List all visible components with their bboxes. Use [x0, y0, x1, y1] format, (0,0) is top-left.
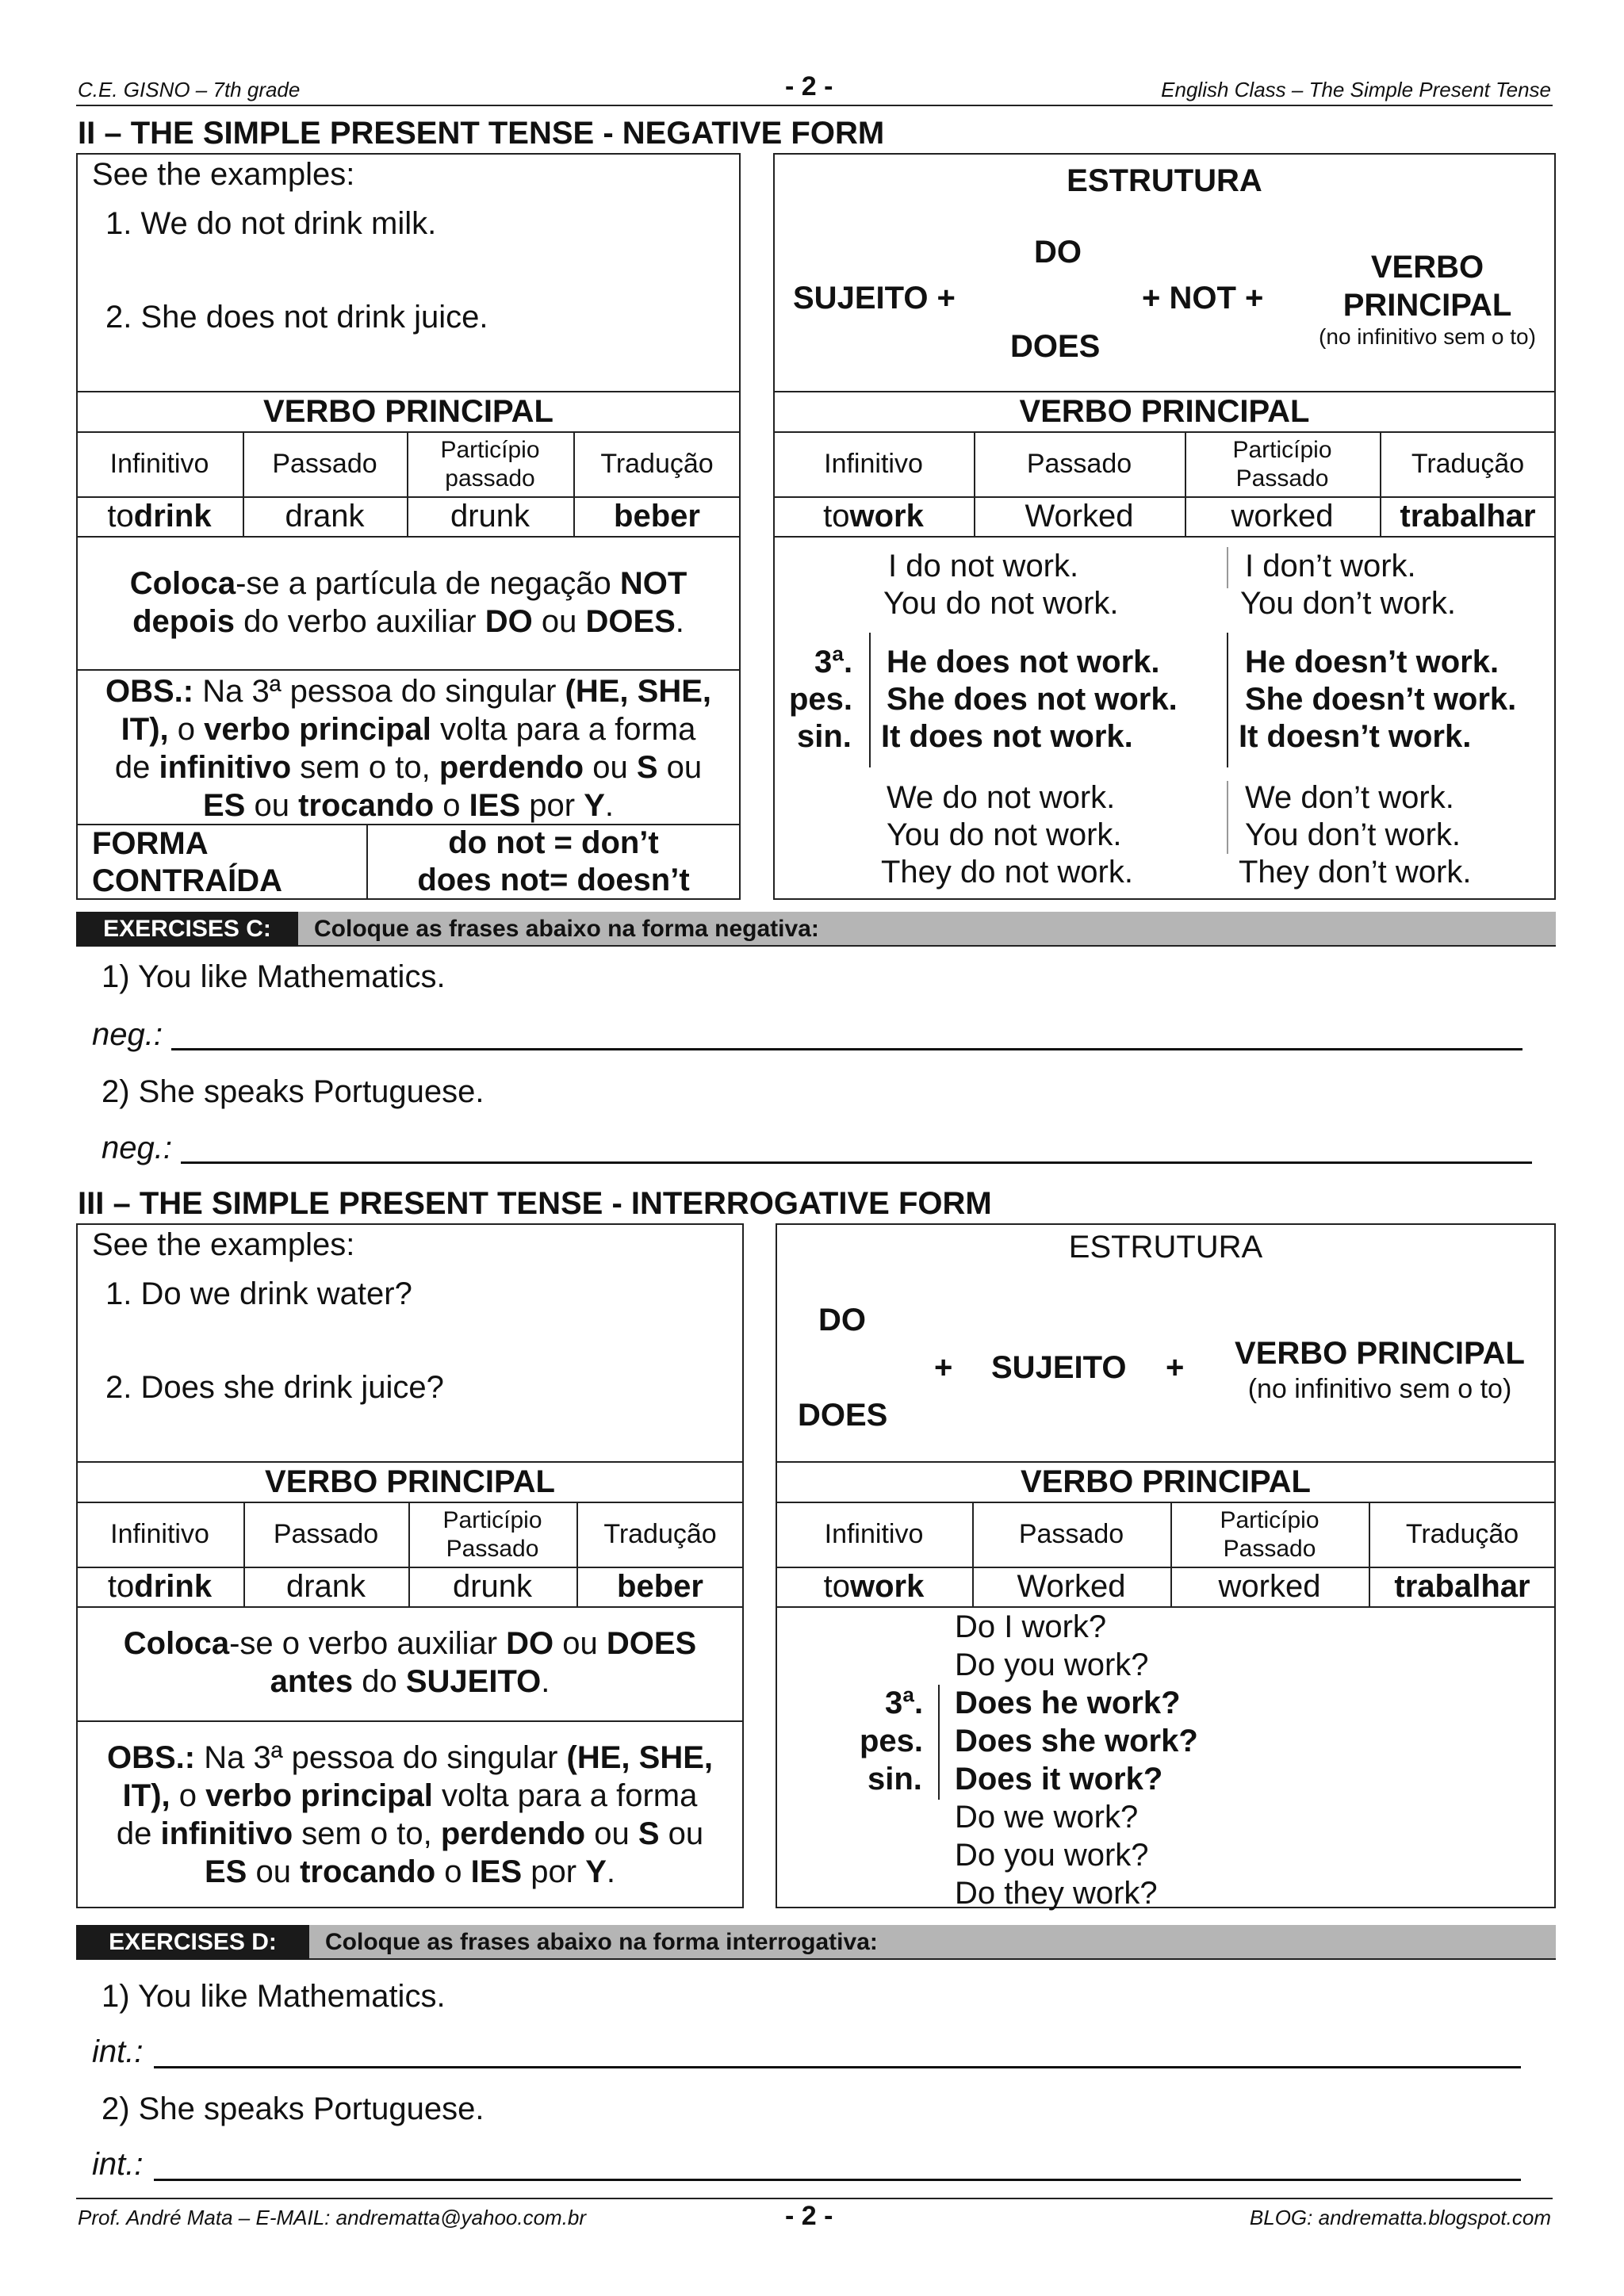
- exercise-c-a2-label: neg.:: [102, 1131, 172, 1165]
- header-school: C.E. GISNO – 7th grade: [78, 78, 301, 101]
- col-participio-right: Particípio Passado: [1232, 436, 1332, 492]
- neg-full-he: He does not work.: [887, 645, 1160, 679]
- neg-short-they: They don’t work.: [1239, 855, 1472, 890]
- struct-note-2: (no infinitivo sem o to): [1247, 1373, 1512, 1404]
- struct-does: DOES: [1010, 329, 1101, 364]
- exercise-c-q1: 1) You like Mathematics.: [102, 959, 446, 994]
- section-2-title: II – THE SIMPLE PRESENT TENSE - NEGATIVE FORM: [78, 116, 885, 151]
- observation-note-2: OBS.: Na 3ª pessoa do singular (HE, SHE, IT), o verbo principal volta para a forma de infinitivo sem o to, perdendo ou S ou ES ou trocando o IES por Y.: [106, 1740, 714, 1889]
- estrutura-title-2: ESTRUTURA: [1068, 1229, 1263, 1265]
- cell-past-4: Worked: [1017, 1569, 1126, 1604]
- neg-full-they: They do not work.: [881, 855, 1133, 890]
- exercise-c-answer-2[interactable]: [181, 1161, 1532, 1164]
- cell-past: drank: [285, 499, 365, 534]
- struct-verbo: VERBO: [1370, 249, 1484, 285]
- neg-full-we: We do not work.: [887, 780, 1116, 815]
- neg-short-you-pl: You don’t work.: [1245, 817, 1461, 852]
- col-infinitivo: Infinitivo: [109, 449, 209, 479]
- question-it: Does it work?: [955, 1762, 1163, 1797]
- neg-short-it: It doesn’t work.: [1239, 719, 1472, 754]
- cell-translation-4: trabalhar: [1394, 1569, 1530, 1604]
- cell-infinitive: to drink: [107, 499, 212, 534]
- interrogative-rule: Coloca-se o verbo auxiliar DO ou DOES antes do SUJEITO.: [123, 1626, 697, 1699]
- exercises-d-instruction: Coloque as frases abaixo na forma interrogativa:: [325, 1929, 878, 1955]
- cell-translation-3: beber: [617, 1569, 703, 1604]
- exercise-d-q1: 1) You like Mathematics.: [102, 1979, 446, 2014]
- cell-participle-3: drunk: [452, 1569, 533, 1604]
- estrutura-title: ESTRUTURA: [1067, 163, 1262, 198]
- third-person-6: sin.: [868, 1762, 922, 1797]
- struct-sujeito: SUJEITO +: [793, 281, 956, 316]
- neg-full-you: You do not work.: [883, 586, 1119, 621]
- col-passado-4: Passado: [1018, 1519, 1124, 1549]
- question-he: Does he work?: [955, 1686, 1181, 1720]
- see-examples: See the examples:: [92, 157, 355, 192]
- cell-infinitive-4: to work: [823, 1569, 925, 1604]
- struct-does-2: DOES: [798, 1398, 888, 1433]
- example-1: 1. We do not drink milk.: [105, 206, 437, 241]
- struct-principal: PRINCIPAL: [1342, 287, 1512, 323]
- col-passado: Passado: [272, 449, 377, 479]
- footer-blog: BLOG: andrematta.blogspot.com: [1249, 2206, 1551, 2229]
- col-participio-3: Particípio Passado: [442, 1506, 542, 1562]
- neg-short-she: She doesn’t work.: [1245, 682, 1517, 717]
- cell-participle: drunk: [450, 499, 530, 534]
- neg-full-she: She does not work.: [887, 682, 1178, 717]
- exercises-d-label: EXERCISES D:: [76, 1925, 309, 1960]
- col-traducao-4: Tradução: [1405, 1519, 1519, 1549]
- exercise-d-answer-2[interactable]: [154, 2179, 1521, 2181]
- exercise-c-answer-1[interactable]: [171, 1048, 1522, 1050]
- cell-past-right: Worked: [1025, 499, 1134, 534]
- struct-verbo-principal-2: VERBO PRINCIPAL: [1235, 1335, 1525, 1371]
- contraida-label: CONTRAÍDA: [92, 863, 282, 898]
- exercise-d-a1-label: int.:: [92, 2034, 144, 2069]
- section-3-title: III – THE SIMPLE PRESENT TENSE - INTERROGATIVE FORM: [78, 1186, 992, 1221]
- example-2: 2. She does not drink juice.: [105, 300, 488, 335]
- neg-short-i: I don’t work.: [1245, 549, 1416, 584]
- third-person-1: 3ª.: [814, 645, 853, 679]
- exercise-d-answer-1[interactable]: [154, 2066, 1521, 2068]
- struct-plus-2: +: [1166, 1350, 1185, 1385]
- question-they: Do they work?: [955, 1876, 1158, 1911]
- verbo-principal-header-2: VERBO PRINCIPAL: [265, 1464, 555, 1499]
- forma-label: FORMA: [92, 826, 209, 861]
- struct-do-2: DO: [818, 1303, 866, 1337]
- see-examples-2: See the examples:: [92, 1227, 355, 1262]
- question-we: Do we work?: [955, 1800, 1139, 1835]
- header-subject: English Class – The Simple Present Tense: [1161, 78, 1551, 101]
- exercises-c-label: EXERCISES C:: [76, 912, 298, 947]
- cell-participle-4: worked: [1218, 1569, 1321, 1604]
- cell-infinitive-3: to drink: [107, 1569, 213, 1604]
- exercise-c-q2: 2) She speaks Portuguese.: [102, 1074, 485, 1109]
- cell-infinitive-right: to work: [823, 499, 924, 534]
- exercise-d-q2: 2) She speaks Portuguese.: [102, 2091, 485, 2126]
- verbo-principal-header: VERBO PRINCIPAL: [263, 393, 553, 429]
- struct-do: DO: [1034, 235, 1082, 270]
- struct-note: (no infinitivo sem o to): [1319, 324, 1536, 349]
- verbo-principal-header-right: VERBO PRINCIPAL: [1019, 393, 1310, 429]
- example-4: 2. Does she drink juice?: [105, 1370, 444, 1405]
- third-person-2: pes.: [789, 682, 853, 717]
- neg-short-he: He doesn’t work.: [1245, 645, 1500, 679]
- exercises-c-instruction: Coloque as frases abaixo na forma negativa:: [314, 916, 819, 942]
- col-traducao-right: Tradução: [1411, 449, 1525, 479]
- question-i: Do I work?: [955, 1609, 1107, 1644]
- cell-translation-right: trabalhar: [1400, 499, 1536, 534]
- footer-author: Prof. André Mata – E-MAIL: andrematta@yahoo.com.br: [78, 2206, 587, 2229]
- col-participio: Particípio passado: [440, 436, 540, 492]
- footer-rule: [76, 2198, 1553, 2199]
- col-passado-3: Passado: [273, 1519, 379, 1549]
- question-she: Does she work?: [955, 1724, 1198, 1758]
- struct-plus-1: +: [934, 1350, 953, 1385]
- struct-sujeito-2: SUJEITO: [991, 1350, 1127, 1385]
- header-rule: [76, 105, 1553, 106]
- col-infinitivo-4: Infinitivo: [824, 1519, 924, 1549]
- verbo-principal-header-4: VERBO PRINCIPAL: [1021, 1464, 1311, 1499]
- cell-past-3: drank: [285, 1569, 366, 1604]
- exercise-d-a2-label: int.:: [92, 2147, 144, 2182]
- question-you-pl: Do you work?: [955, 1838, 1149, 1873]
- col-passado-right: Passado: [1026, 449, 1132, 479]
- contraction-do-not: do not = don’t: [448, 825, 659, 860]
- neg-full-you-pl: You do not work.: [887, 817, 1122, 852]
- neg-full-i: I do not work.: [888, 549, 1079, 584]
- neg-short-we: We don’t work.: [1245, 780, 1454, 815]
- observation-note: OBS.: Na 3ª pessoa do singular (HE, SHE, IT), o verbo principal volta para a forma de infinitivo sem o to, perdendo ou S ou ES ou trocando o IES por Y.: [105, 674, 712, 823]
- negative-rule: Coloca-se a partícula de negação NOT depois do verbo auxiliar DO ou DOES.: [129, 566, 688, 639]
- cell-participle-right: worked: [1231, 499, 1334, 534]
- col-participio-4: Particípio Passado: [1220, 1506, 1320, 1562]
- col-infinitivo-3: Infinitivo: [110, 1519, 209, 1549]
- cell-translation: beber: [614, 499, 700, 534]
- col-traducao-3: Tradução: [603, 1519, 717, 1549]
- example-3: 1. Do we drink water?: [105, 1276, 412, 1311]
- exercise-c-a1-label: neg.:: [92, 1017, 163, 1052]
- col-traducao: Tradução: [600, 449, 714, 479]
- neg-short-you: You don’t work.: [1240, 586, 1457, 621]
- third-person-3: sin.: [797, 719, 852, 754]
- third-person-5: pes.: [860, 1724, 924, 1758]
- footer-page-number: - 2 -: [785, 2201, 833, 2231]
- contraction-does-not: does not= doesn’t: [417, 862, 690, 897]
- neg-full-it: It does not work.: [881, 719, 1133, 754]
- third-person-4: 3ª.: [885, 1686, 924, 1720]
- header-page-number: - 2 -: [785, 71, 833, 101]
- question-you: Do you work?: [955, 1647, 1149, 1682]
- struct-not: + NOT +: [1142, 281, 1264, 316]
- col-infinitivo-right: Infinitivo: [824, 449, 923, 479]
